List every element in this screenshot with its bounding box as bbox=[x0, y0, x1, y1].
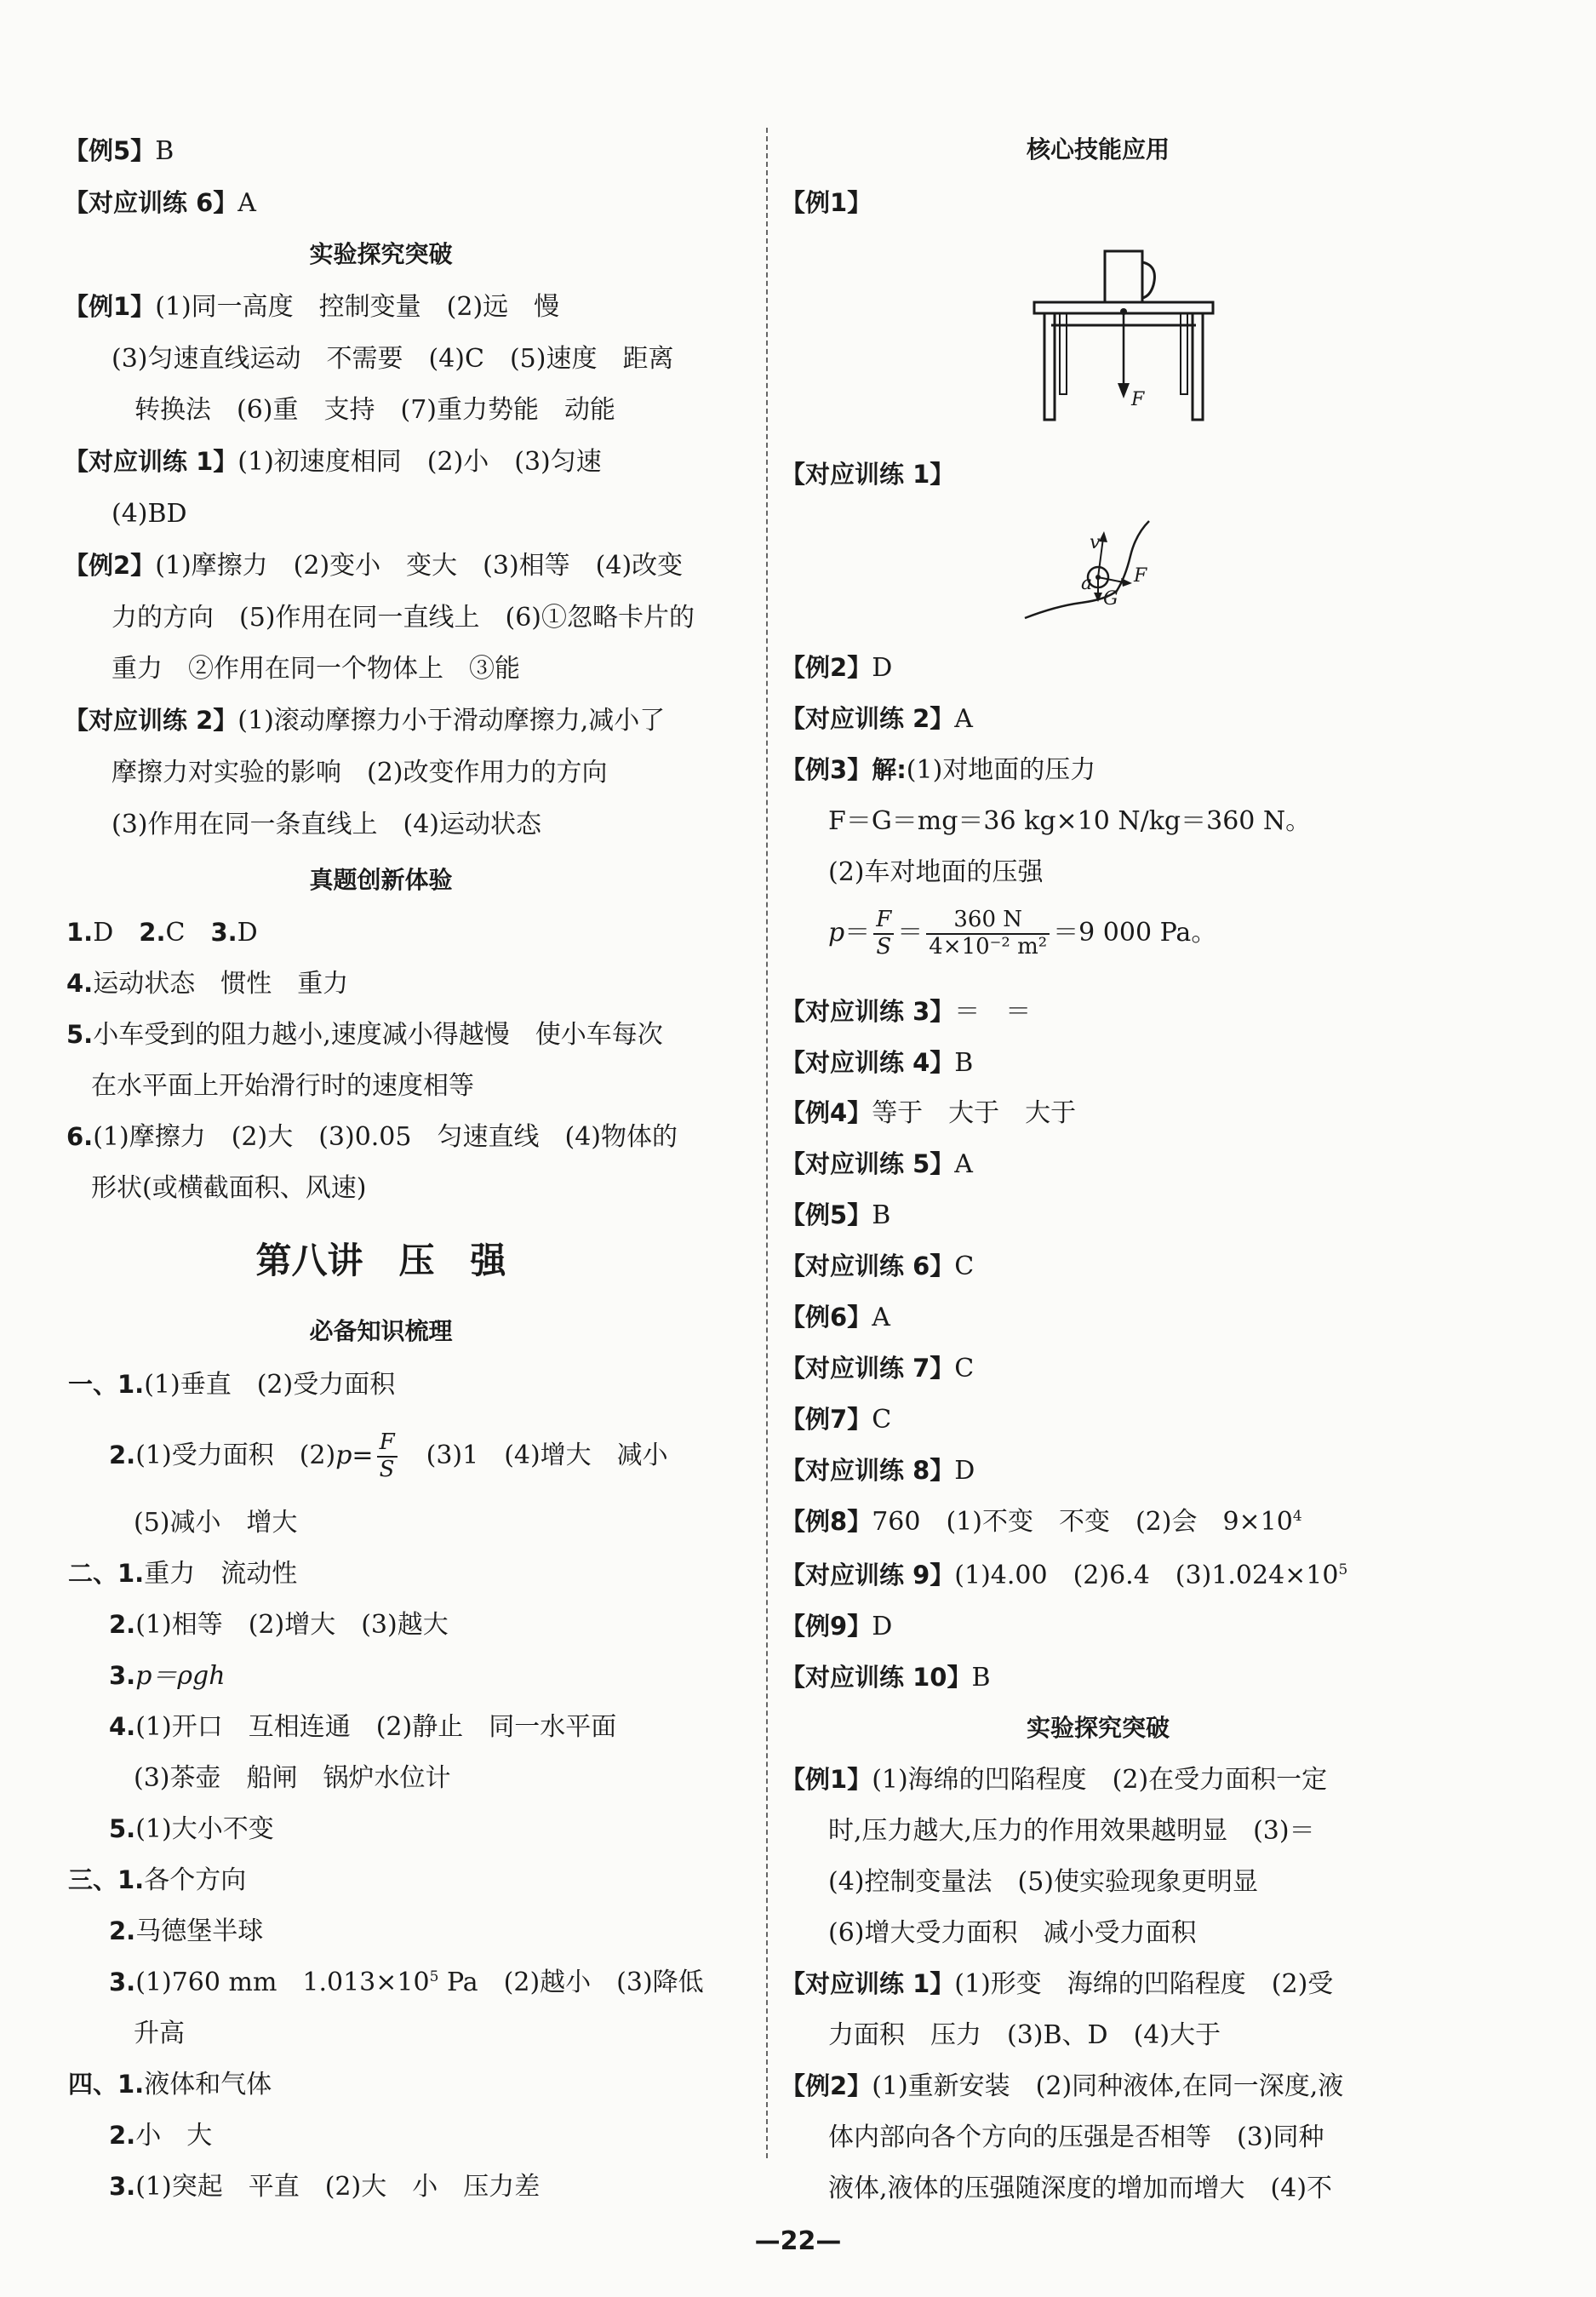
knowledge-1-2-line2: (5)减小 增大 bbox=[134, 1508, 298, 1538]
core-example-9: 【例9】D bbox=[781, 1612, 893, 1641]
core-training-10: 【对应训练 10】B bbox=[781, 1663, 991, 1693]
table-leg-right bbox=[1193, 313, 1203, 420]
knowledge-2-2: 2.(1)相等 (2)增大 (3)越大 bbox=[109, 1610, 449, 1640]
core-example-5: 【例5】B bbox=[781, 1200, 891, 1230]
pressure-experiment-example-2: 【例2】(1)重新安装 (2)同种液体,在同一深度,液 bbox=[781, 2071, 1344, 2101]
pressure-experiment-example-1-line2: 时,压力越大,压力的作用效果越明显 (3)＝ bbox=[828, 1816, 1315, 1846]
normal-force-label: F bbox=[1134, 565, 1147, 587]
experiment-training-2: 【对应训练 2】(1)滚动摩擦力小于滑动摩擦力,减小了 bbox=[64, 706, 666, 736]
core-example-3: 【例3】解:(1)对地面的压力 bbox=[781, 755, 1096, 785]
velocity-arrowhead bbox=[1099, 531, 1107, 542]
experiment-training-1: 【对应训练 1】(1)初速度相同 (2)小 (3)匀速 bbox=[64, 447, 602, 477]
core-example-3-formula: p＝ $\frac{F}{S}$ ＝ $\frac{360 N}{\text{4×10⁻² m²}}$ ＝9 000 Pa。 bbox=[828, 907, 1217, 959]
page-number: —22— bbox=[754, 2226, 842, 2256]
question-6: 6.(1)摩擦力 (2)大 (3)0.05 匀速直线 (4)物体的 bbox=[66, 1122, 678, 1152]
force-arrowhead bbox=[1118, 383, 1130, 398]
knowledge-4-1: 四、1.液体和气体 bbox=[68, 2070, 272, 2099]
force-label: F bbox=[1131, 389, 1145, 410]
pressure-experiment-training-1-line2: 力面积 压力 (3)B、D (4)大于 bbox=[828, 2020, 1221, 2050]
core-training-2: 【对应训练 2】A bbox=[781, 704, 973, 734]
pressure-experiment-example-1-line3: (4)控制变量法 (5)使实验现象更明显 bbox=[828, 1867, 1258, 1897]
knowledge-2-5: 5.(1)大小不变 bbox=[109, 1814, 274, 1844]
knowledge-3-3: 3.(1)760 mm $1.013\times 10^5$ Pa (2)越小 (3)降低 bbox=[109, 1968, 704, 1997]
knowledge-3-3-line2: 升高 bbox=[134, 2019, 185, 2048]
cup bbox=[1105, 251, 1142, 302]
knowledge-1-2: 2.(1)受力面积 (2)p= $\frac{F}{S}$ (3)1 (4)增大 减小 bbox=[109, 1429, 668, 1482]
section-heading-experiment-2: 实验探究突破 bbox=[1026, 1714, 1170, 1742]
normal-force-arrow bbox=[1098, 577, 1124, 582]
experiment-training-2-line2: 摩擦力对实验的影响 (2)改变作用力的方向 bbox=[112, 758, 608, 788]
core-example-2: 【例2】D bbox=[781, 653, 893, 683]
pressure-experiment-example-1: 【例1】(1)海绵的凹陷程度 (2)在受力面积一定 bbox=[781, 1765, 1328, 1795]
knowledge-2-3: 3.p＝ρgh bbox=[109, 1661, 226, 1691]
pressure-experiment-example-2-line2: 体内部向各个方向的压强是否相等 (3)同种 bbox=[828, 2122, 1324, 2152]
gravity-label: G bbox=[1103, 588, 1118, 610]
cup-handle bbox=[1142, 262, 1154, 298]
experiment-training-2-line3: (3)作用在同一条直线上 (4)运动状态 bbox=[112, 810, 541, 839]
experiment-example-1-line3: 转换法 (6)重 支持 (7)重力势能 动能 bbox=[134, 395, 615, 425]
knowledge-4-3: 3.(1)突起 平直 (2)大 小 压力差 bbox=[109, 2172, 541, 2202]
ramp-curve bbox=[1025, 521, 1149, 618]
core-training-5: 【对应训练 5】A bbox=[781, 1149, 973, 1179]
velocity-label: v bbox=[1090, 532, 1101, 553]
knowledge-2-4: 4.(1)开口 互相连通 (2)静止 同一水平面 bbox=[109, 1712, 617, 1742]
formula-fraction-2: $\frac{360 N}{\text{4×10⁻² m²}}$ bbox=[926, 908, 1050, 960]
normal-force-arrowhead bbox=[1121, 578, 1132, 587]
core-training-9: 【对应训练 9】(1)4.00 (2)6.4 $(3)1.024\times 10^5$ bbox=[781, 1561, 1348, 1590]
core-training-3: 【对应训练 3】＝ ＝ bbox=[781, 997, 1032, 1027]
core-example-4: 【例4】等于 大于 大于 bbox=[781, 1098, 1077, 1128]
formula-fraction-1: $\frac{F}{S}$ bbox=[873, 908, 894, 960]
question-5-line2: 在水平面上开始滑行时的速度相等 bbox=[91, 1071, 474, 1101]
core-training-6: 【对应训练 6】C bbox=[781, 1252, 975, 1281]
section-heading-knowledge: 必备知识梳理 bbox=[309, 1317, 453, 1345]
section-heading-experiment: 实验探究突破 bbox=[309, 240, 453, 268]
knowledge-3-1: 三、1.各个方向 bbox=[68, 1865, 247, 1895]
section-heading-core-skills: 核心技能应用 bbox=[1026, 135, 1170, 163]
chapter-title: 第八讲 压 强 bbox=[255, 1240, 506, 1281]
point-a-label: a bbox=[1081, 573, 1093, 594]
experiment-training-1-line2: (4)BD bbox=[112, 499, 187, 529]
figure-ball-on-ramp bbox=[1021, 518, 1183, 628]
experiment-example-1-line2: (3)匀速直线运动 不需要 (4)C (5)速度 距离 bbox=[112, 344, 674, 374]
knowledge-4-2: 2.小 大 bbox=[109, 2121, 213, 2151]
core-example-3-line3: (2)车对地面的压强 bbox=[828, 857, 1044, 887]
core-example-8: 【例8】760 (1)不变 不变 (2)会 $9\times 10^4$ bbox=[781, 1507, 1302, 1537]
core-example-1: 【例1】 bbox=[781, 188, 872, 217]
core-training-4: 【对应训练 4】B bbox=[781, 1048, 974, 1078]
pressure-experiment-example-2-line3: 液体,液体的压强随深度的增加而增大 (4)不 bbox=[828, 2174, 1333, 2203]
core-training-8: 【对应训练 8】D bbox=[781, 1456, 975, 1486]
training-6: 【对应训练 6】A bbox=[64, 188, 256, 218]
core-example-3-line2: F＝G＝mg＝36 kg×10 N/kg＝360 N。 bbox=[828, 806, 1312, 836]
question-5: 5.小车受到的阻力越小,速度减小得越慢 使小车每次 bbox=[66, 1020, 663, 1050]
question-6-line2: 形状(或横截面积、风速) bbox=[91, 1173, 367, 1203]
column-divider bbox=[766, 128, 768, 2158]
core-training-1: 【对应训练 1】 bbox=[781, 460, 955, 489]
table-leg-left bbox=[1044, 313, 1055, 420]
figure-cup-on-table bbox=[1026, 247, 1221, 426]
experiment-example-2-line2: 力的方向 (5)作用在同一直线上 (6)①忽略卡片的 bbox=[112, 603, 695, 633]
example-5: 【例5】B bbox=[64, 136, 174, 166]
pressure-formula-fraction: $\frac{F}{S}$ bbox=[377, 1430, 398, 1483]
question-1-3: 1.D 2.C 3.D bbox=[66, 918, 258, 948]
knowledge-2-1: 二、1.重力 流动性 bbox=[68, 1559, 298, 1589]
experiment-example-2: 【例2】(1)摩擦力 (2)变小 变大 (3)相等 (4)改变 bbox=[64, 551, 684, 581]
core-example-6: 【例6】A bbox=[781, 1303, 890, 1332]
core-example-7: 【例7】C bbox=[781, 1405, 892, 1435]
experiment-example-2-line3: 重力 ②作用在同一个物体上 ③能 bbox=[112, 654, 520, 684]
core-training-7: 【对应训练 7】C bbox=[781, 1354, 975, 1383]
pressure-experiment-example-1-line4: (6)增大受力面积 减小受力面积 bbox=[828, 1918, 1197, 1948]
knowledge-2-4-line2: (3)茶壶 船闸 锅炉水位计 bbox=[134, 1763, 451, 1793]
knowledge-1-1: 一、1.(1)垂直 (2)受力面积 bbox=[68, 1370, 396, 1400]
question-4: 4.运动状态 惯性 重力 bbox=[66, 969, 349, 999]
pressure-experiment-training-1: 【对应训练 1】(1)形变 海绵的凹陷程度 (2)受 bbox=[781, 1969, 1334, 1999]
knowledge-3-2: 2.马德堡半球 bbox=[109, 1916, 264, 1946]
section-heading-real-questions: 真题创新体验 bbox=[309, 866, 453, 894]
experiment-example-1: 【例1】(1)同一高度 控制变量 (2)远 慢 bbox=[64, 292, 560, 322]
